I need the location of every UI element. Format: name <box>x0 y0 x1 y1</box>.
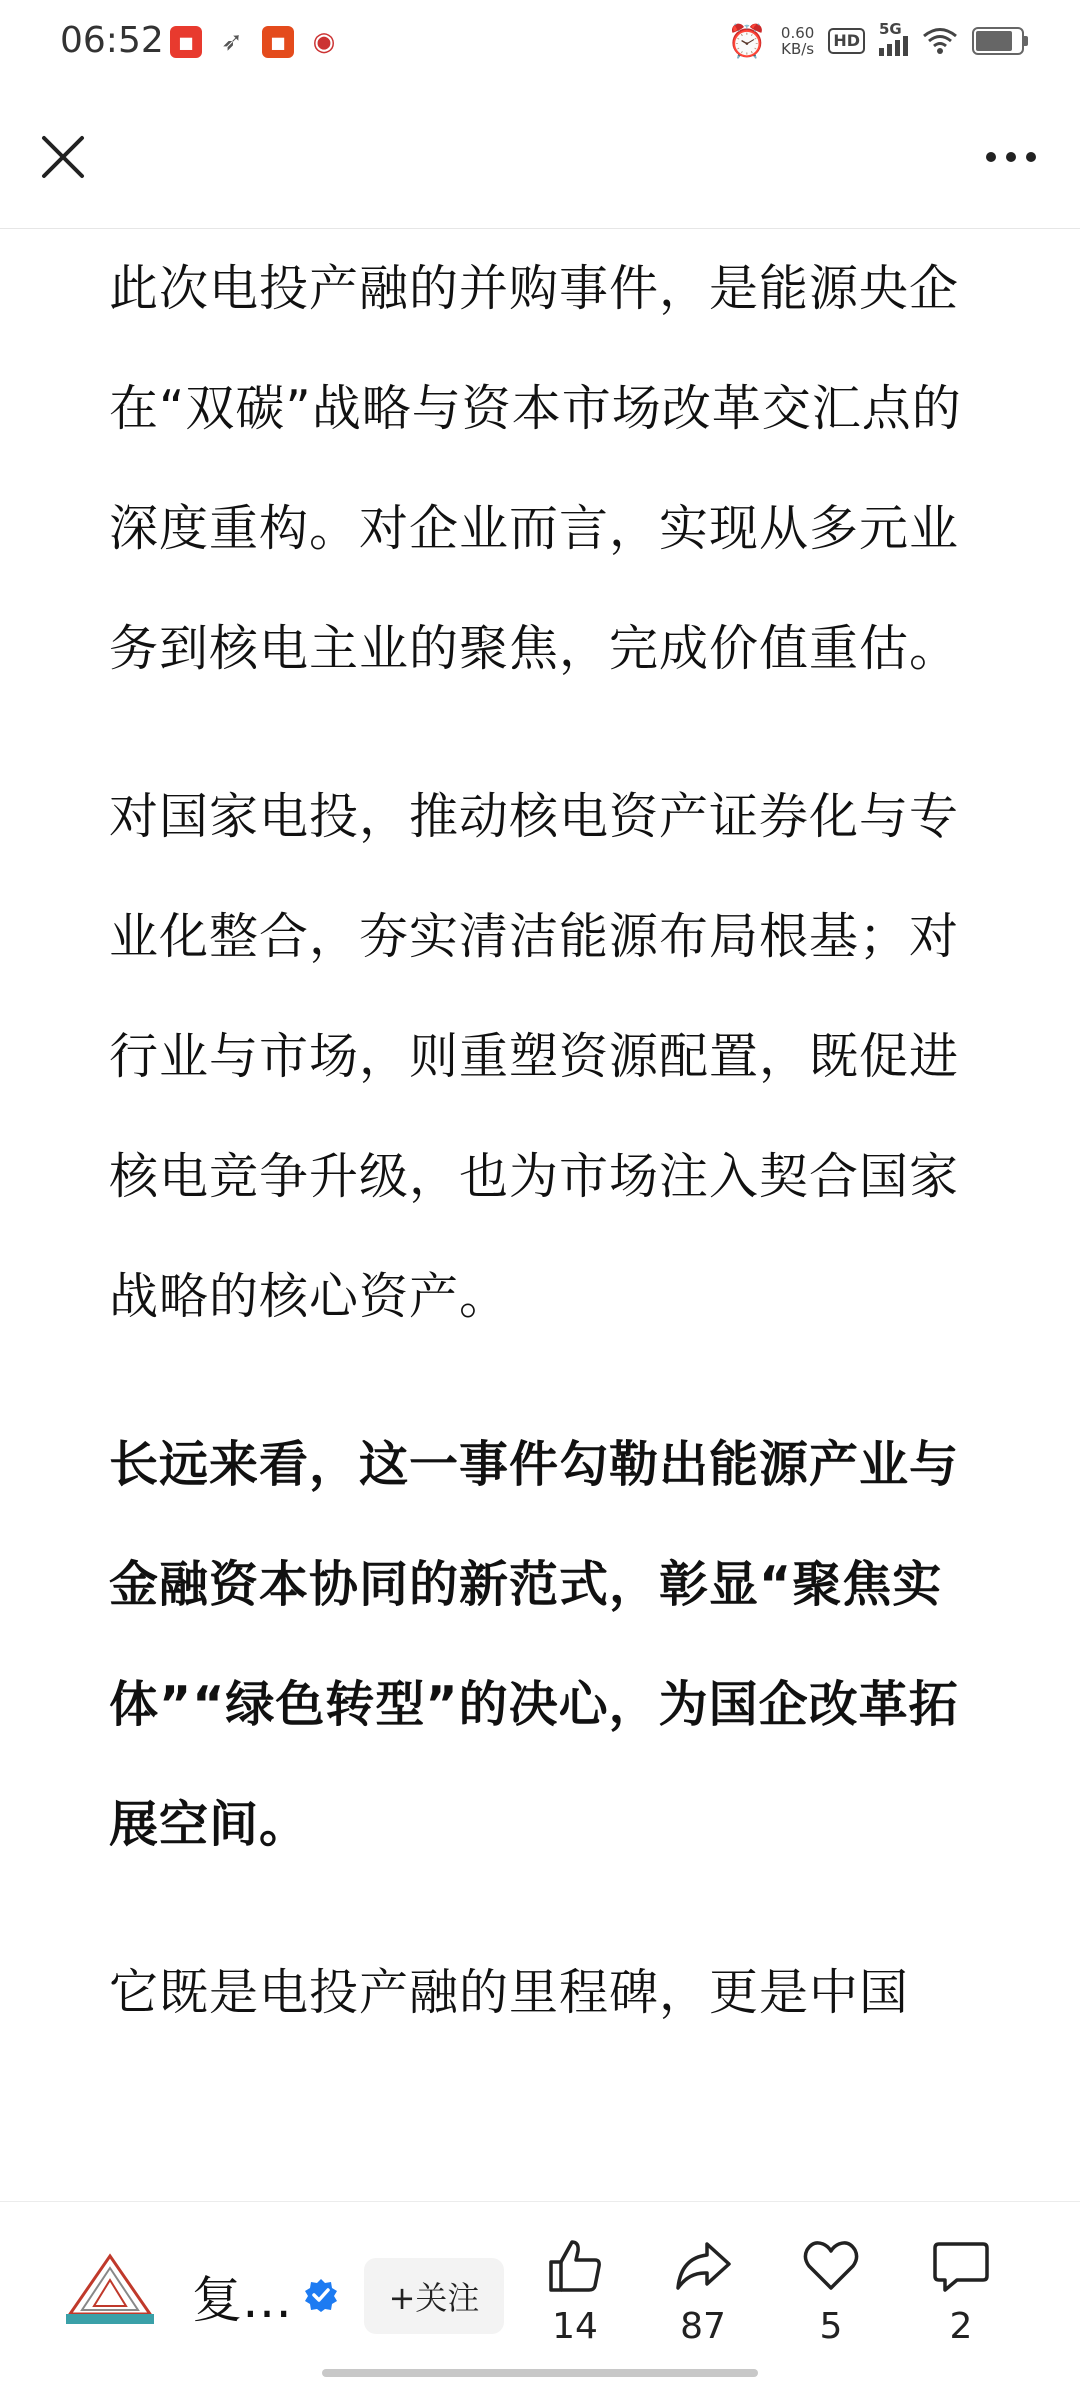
article-paragraph: 对国家电投，推动核电资产证券化与专业化整合，夯实清洁能源布局根基；对行业与市场，则重塑资源配置，既促进核电竞争升级，也为市场注入契合国家战略的核心资产。 <box>109 788 960 1325</box>
heart-icon <box>801 2236 861 2296</box>
shopping-app-icon: ■ <box>262 26 294 58</box>
article-paragraph-bold: 长远来看，这一事件勾勒出能源产业与金融资本协同的新范式，彰显“聚焦实体”“绿色转型”的决心，为国企改革拓展空间。 <box>109 1436 960 1853</box>
notification-icons <box>170 26 340 58</box>
wifi-icon <box>922 27 958 55</box>
like-count: 14 <box>552 2306 598 2347</box>
system-status <box>727 22 1024 60</box>
verified-badge-icon <box>304 2278 338 2312</box>
share-count: 87 <box>680 2306 726 2347</box>
article-paragraph: 此次电投产融的并购事件，是能源央企在“双碳”战略与资本市场改革交汇点的深度重构。对企业而言，实现从多元业务到核电主业的聚焦，完成价值重估。 <box>109 260 962 677</box>
top-nav-bar <box>0 90 1080 229</box>
comment-bubble-icon <box>931 2236 991 2296</box>
network-speed: 0.60 KB/s <box>780 24 815 58</box>
favorite-button[interactable] <box>776 2236 886 2347</box>
like-button[interactable] <box>520 2236 630 2347</box>
alarm-icon: ⏰ <box>727 22 767 60</box>
close-icon <box>40 134 86 180</box>
close-button[interactable] <box>30 124 96 190</box>
comment-count: 2 <box>949 2306 973 2347</box>
circle-app-icon: ◉ <box>312 27 336 57</box>
author-name[interactable]: 复… <box>192 2271 292 2329</box>
home-indicator[interactable] <box>322 2369 758 2377</box>
share-arrow-icon <box>673 2236 733 2296</box>
comment-button[interactable] <box>906 2236 1016 2347</box>
bottom-action-bar <box>0 2201 1080 2389</box>
send-app-icon: ➶ <box>221 27 243 57</box>
more-horizontal-icon <box>986 152 996 162</box>
more-options-button[interactable] <box>966 124 1056 190</box>
app-notification-icon: ■ <box>170 26 202 58</box>
author-avatar[interactable] <box>62 2250 158 2328</box>
follow-button[interactable]: +关注 <box>364 2258 504 2334</box>
article-paragraph: 它既是电投产融的里程碑，更是中国 <box>109 1964 910 2021</box>
thumbs-up-icon <box>545 2236 605 2296</box>
status-bar <box>0 0 1080 90</box>
share-button[interactable] <box>648 2236 758 2347</box>
favorite-count: 5 <box>819 2306 843 2347</box>
hd-badge: HD <box>828 28 865 54</box>
cellular-signal-icon: 5G <box>879 26 908 56</box>
article-body <box>109 229 971 2201</box>
battery-icon <box>972 27 1024 55</box>
status-time: 06:52 <box>60 20 164 61</box>
